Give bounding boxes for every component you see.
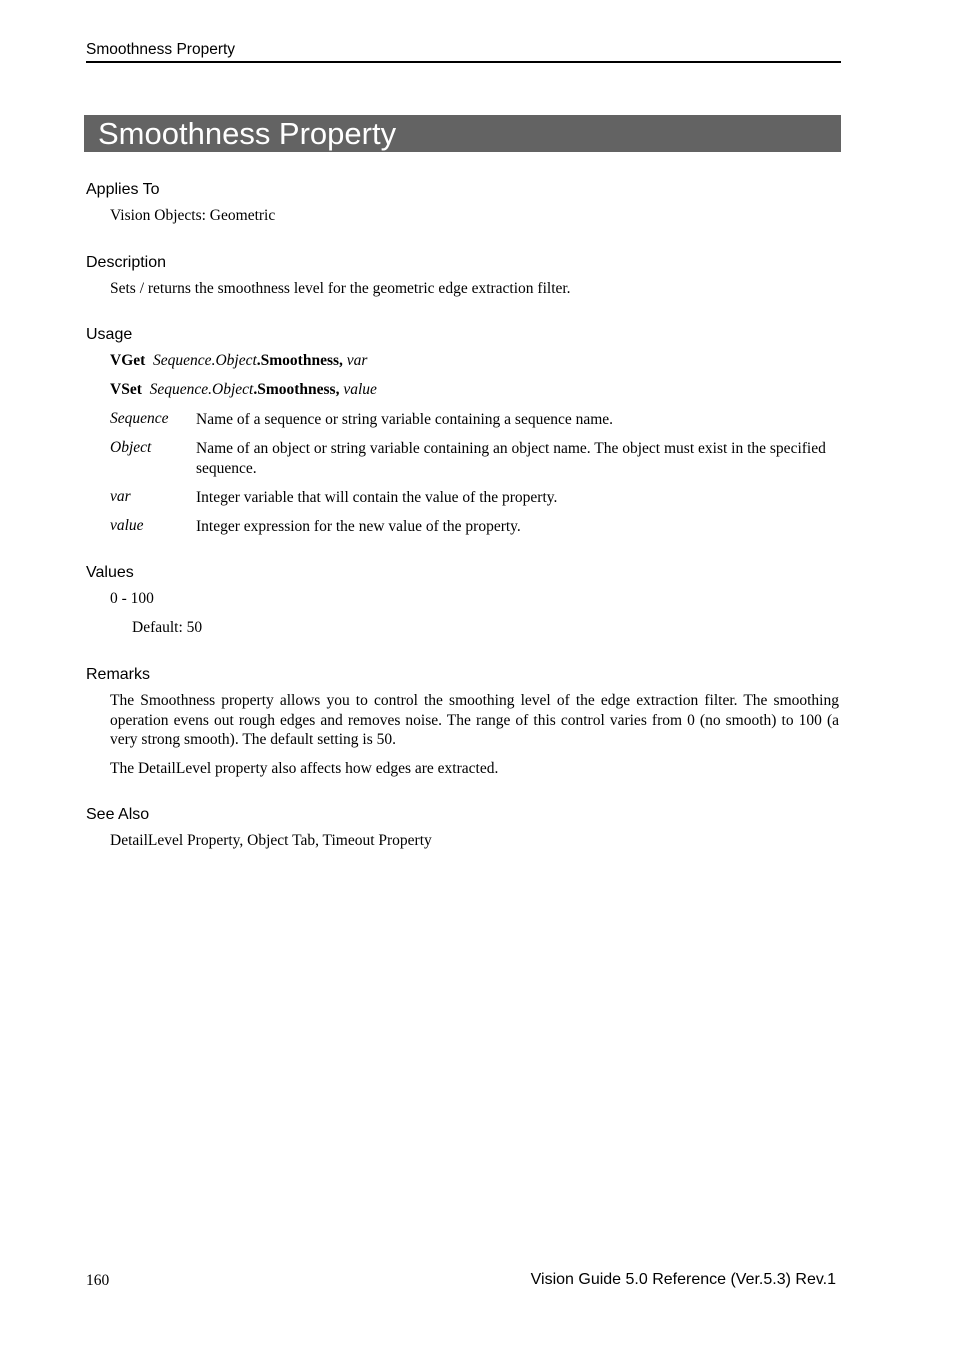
vset-arg: value [343,381,377,398]
vget-property: .Smoothness, [256,352,343,369]
document-title: Vision Guide 5.0 Reference (Ver.5.3) Rev.1 [530,1271,836,1288]
see-also-text: DetailLevel Property, Object Tab, Timeout Property [110,832,432,849]
vget-command: VGet [110,352,146,369]
vset-command: VSet [110,381,142,398]
see-also-heading: See Also [86,806,150,823]
running-header: Smoothness Property [86,41,841,63]
vset-target: Sequence.Object [149,381,254,398]
vget-target: Sequence.Object [153,352,257,369]
page-number: 160 [86,1272,110,1289]
param-name-object: Object [110,439,152,456]
applies-to-heading: Applies To [86,181,160,198]
values-range: 0 - 100 [110,590,154,607]
param-name-sequence: Sequence [110,410,169,427]
values-heading: Values [86,564,134,581]
values-default: Default: 50 [132,619,203,636]
remarks-paragraph-2: The DetailLevel property also affects how edges are extracted. [110,760,499,777]
description-text: Sets / returns the smoothness level for the geometric edge extraction filter. [110,280,571,297]
vset-property: .Smoothness, [253,381,340,398]
param-name-value: value [110,517,144,534]
vget-arg: var [346,352,368,369]
usage-vset [110,381,377,399]
remarks-paragraph-1: The Smoothness property allows you to control the smoothing level of the edge extraction filter. The smoothing operation evens out rough edges and removes noise. The range of this control varies from 0 (no smooth) to 100 (a very strong smooth). The default setting is 50. [110,692,839,749]
page-title: Smoothness Property [84,115,841,152]
param-desc-object: Name of an object or string variable containing an object name. The object must exist in the specified sequence. [196,440,826,477]
usage-heading: Usage [86,326,133,343]
applies-to-text: Vision Objects: Geometric [110,207,276,224]
param-desc-var: Integer variable that will contain the value of the property. [196,489,558,506]
param-desc-sequence: Name of a sequence or string variable containing a sequence name. [196,411,614,428]
description-heading: Description [86,254,167,271]
usage-vget [110,352,367,370]
remarks-heading: Remarks [86,666,151,683]
param-desc-value: Integer expression for the new value of the property. [196,518,521,535]
param-name-var: var [110,488,131,505]
